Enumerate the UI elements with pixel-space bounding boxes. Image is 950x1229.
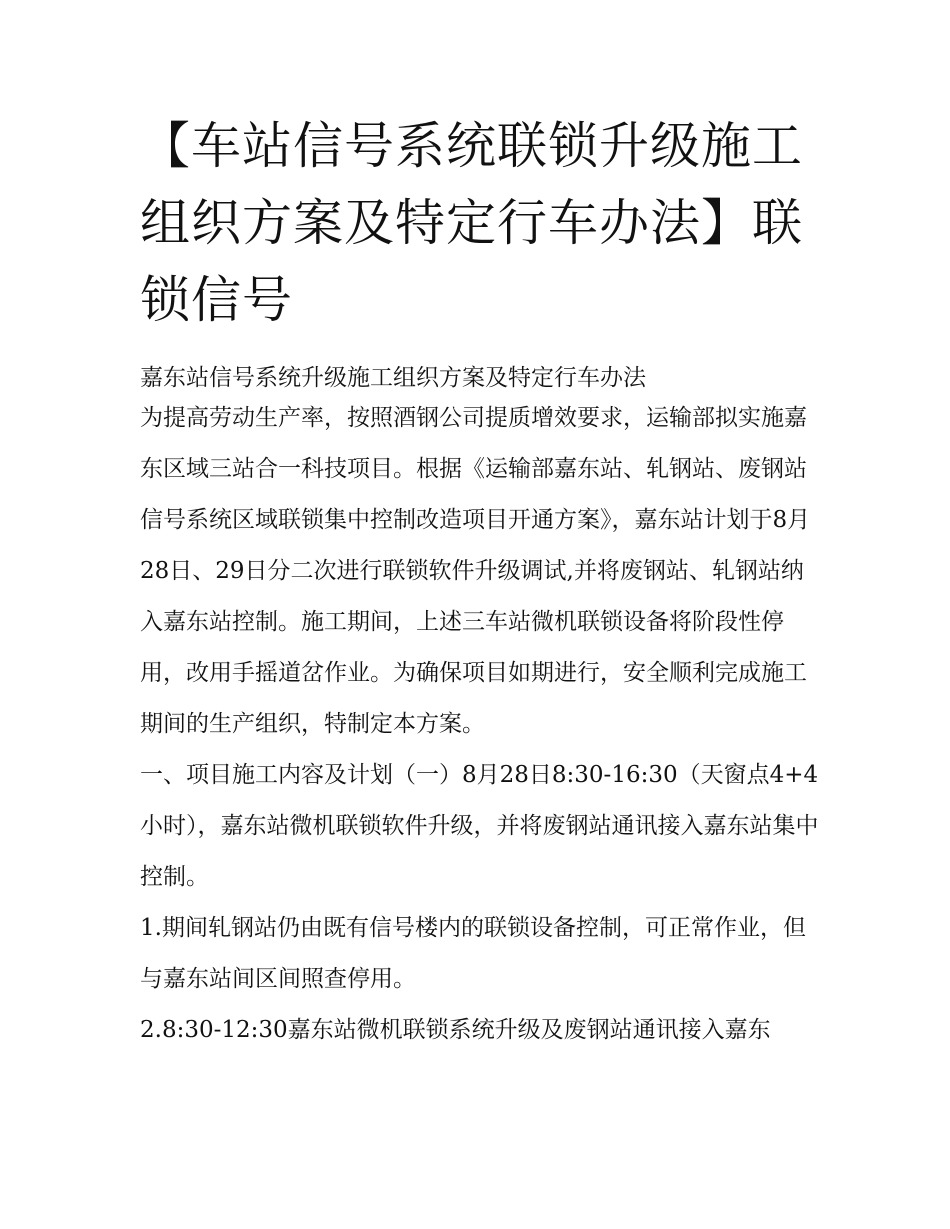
paragraph-item-1: 1.期间轧钢站仍由既有信号楼内的联锁设备控制，可正常作业，但与嘉东站间区间照查停用。 <box>140 915 806 992</box>
document-title: 【车站信号系统联锁升级施工组织方案及特定行车办法】联锁信号 <box>140 117 803 329</box>
document-subtitle: 嘉东站信号系统升级施工组织方案及特定行车办法 <box>140 365 646 391</box>
document-body <box>140 358 820 1056</box>
paragraph-intro: 为提高劳动生产率，按照酒钢公司提质增效要求，运输部拟实施嘉东区域三站合一科技项目。根据《运输部嘉东站、轧钢站、废钢站信号系统区域联锁集中控制改造项目开通方案》，嘉东站计划于8月28日、29日分二次进行联锁软件升级调试,并将废钢站、轧钢站纳入嘉东站控制。施工期间，上述三车站微机联锁设备将阶段性停用，改用手摇道岔作业。为确保项目如期进行，安全顺利完成施工期间的生产组织，特制定本方案。 <box>140 405 811 737</box>
paragraph-section-one: 一、项目施工内容及计划（一）8月28日8:30-16:30（天窗点4+4小时），嘉东站微机联锁软件升级，并将废钢站通讯接入嘉东站集中控制。 <box>140 762 819 890</box>
paragraph-item-2: 2.8:30-12:30嘉东站微机联锁系统升级及废钢站通讯接入嘉东 <box>140 1017 771 1043</box>
